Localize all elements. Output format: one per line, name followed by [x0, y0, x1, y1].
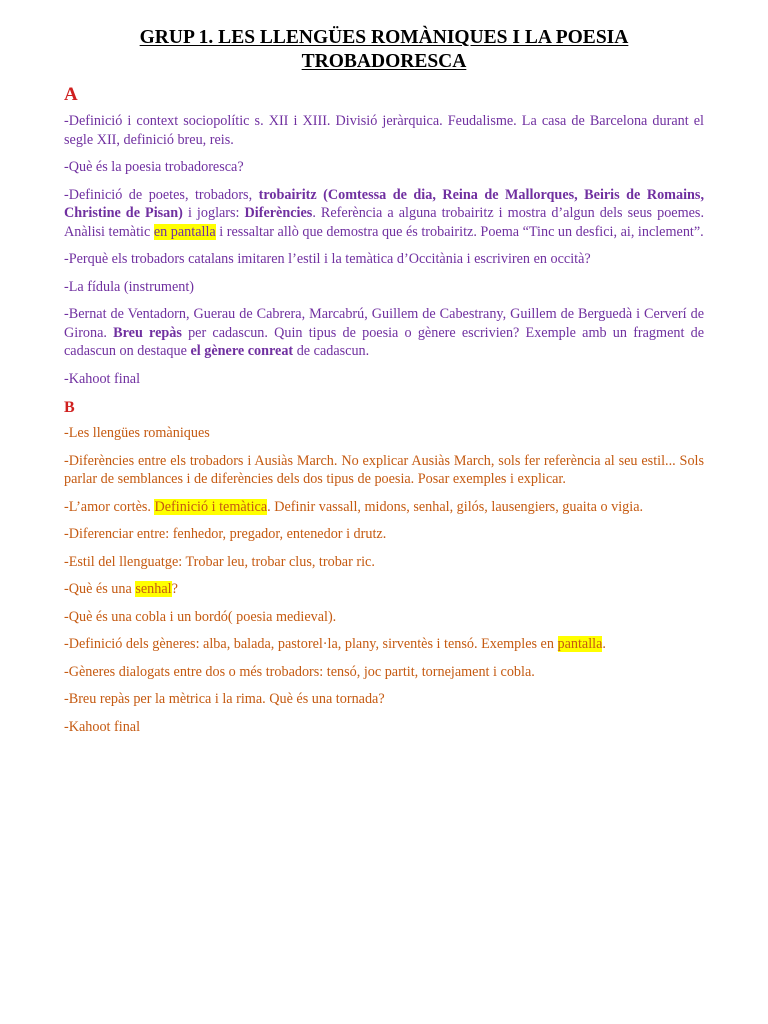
item-text: . — [602, 636, 606, 652]
item-text: i joglars: — [182, 205, 245, 221]
highlighted-text: senhal — [135, 581, 172, 597]
item-text: de cadascun. — [293, 343, 370, 359]
item-text: -Definició de poetes, trobadors, — [64, 186, 259, 203]
section-b-item-5: -Estil del llenguatge: Trobar leu, trobar clus, trobar ric. — [64, 553, 375, 570]
section-a-item-4: -Perquè els trobadors catalans imitaren l’estil i la temàtica d’Occitània i escriviren en occità? — [64, 251, 591, 267]
section-b — [64, 424, 704, 736]
item-text: per cadascun. Quin tipus de poesia o gènere escrivien? Exemple amb un fragment de cadascun on destaque — [64, 324, 704, 359]
item-text: . Referència a alguna trobairitz i mostra d’algun dels seus poemes. Anàlisi temàtic — [64, 205, 704, 240]
title-line-2: TROBADORESCA — [301, 51, 467, 72]
section-a-item-5: -La fídula (instrument) — [64, 278, 195, 295]
bold-text: Breu repàs — [113, 324, 182, 341]
section-b-item-7: -Què és una cobla i un bordó( poesia medieval). — [64, 608, 337, 625]
item-text: i ressaltar allò que demostra que és trobairitz. Poema “Tinc un desfici, ai, inclement”. — [215, 223, 704, 240]
section-b-item-6 — [64, 580, 704, 599]
section-a-item-2: -Què és la poesia trobadoresca? — [64, 159, 244, 175]
section-a-item-1: -Definició i context sociopolític s. XII i XIII. Divisió jeràrquica. Feudalisme. La casa de Barcelona durant el segle XII, definició breu, reis. — [64, 113, 704, 148]
highlighted-text: Definició i temàtica — [154, 498, 268, 515]
highlighted-text: pantalla — [557, 636, 603, 652]
bold-text: trobairitz (Comtessa de dia, Reina de Mallorques, Beiris de Romains, Christine de Pisan) — [64, 186, 704, 221]
section-a — [64, 112, 704, 388]
document-title — [64, 24, 704, 74]
title-line-1: GRUP 1. LES LLENGÜES ROMÀNIQUES I LA POESIA — [139, 27, 629, 48]
section-b-item-8 — [64, 635, 704, 654]
section-b-item-9: -Gèneres dialogats entre dos o més trobadors: tensó, joc partit, tornejament i cobla. — [64, 663, 535, 680]
section-b-letter: B — [64, 399, 75, 416]
bold-text: Diferències — [244, 205, 313, 221]
item-text: -Què és una — [64, 581, 136, 597]
section-a-letter: A — [64, 84, 78, 105]
section-b-item-2: -Diferències entre els trobadors i Ausiàs March. No explicar Ausiàs March, sols fer referència al seu estil... Sols parlar de semblances i de diferències dels dos tipus de poesia. Posar exemples i explicar. — [64, 452, 704, 487]
section-a-item-6 — [64, 305, 704, 361]
bold-text: el gènere conreat — [190, 343, 294, 359]
section-b-item-1: -Les llengües romàniques — [64, 425, 210, 441]
section-b-item-10: -Breu repàs per la mètrica i la rima. Què és una tornada? — [64, 691, 385, 707]
section-a-item-3 — [64, 186, 704, 242]
section-b-item-4: -Diferenciar entre: fenhedor, pregador, entenedor i drutz. — [64, 526, 387, 542]
item-text: -Bernat de Ventadorn, Guerau de Cabrera, Marcabrú, Guillem de Cabestrany, Guillem de Berguedà i Cerverí de Girona. — [64, 306, 704, 341]
section-a-item-7: -Kahoot final — [64, 370, 141, 387]
item-text: -Definició dels gèneres: alba, balada, pastorel·la, plany, sirventès i tensó. Exemples en — [64, 636, 558, 652]
item-text: . Definir vassall, midons, senhal, gilós, lausengiers, guaita o vigia. — [267, 498, 644, 515]
item-text: ? — [171, 581, 178, 597]
item-text: -L’amor cortès. — [64, 498, 155, 515]
highlighted-text: en pantalla — [153, 223, 216, 240]
section-b-item-3 — [64, 498, 704, 517]
section-b-item-11: -Kahoot final — [64, 718, 141, 735]
